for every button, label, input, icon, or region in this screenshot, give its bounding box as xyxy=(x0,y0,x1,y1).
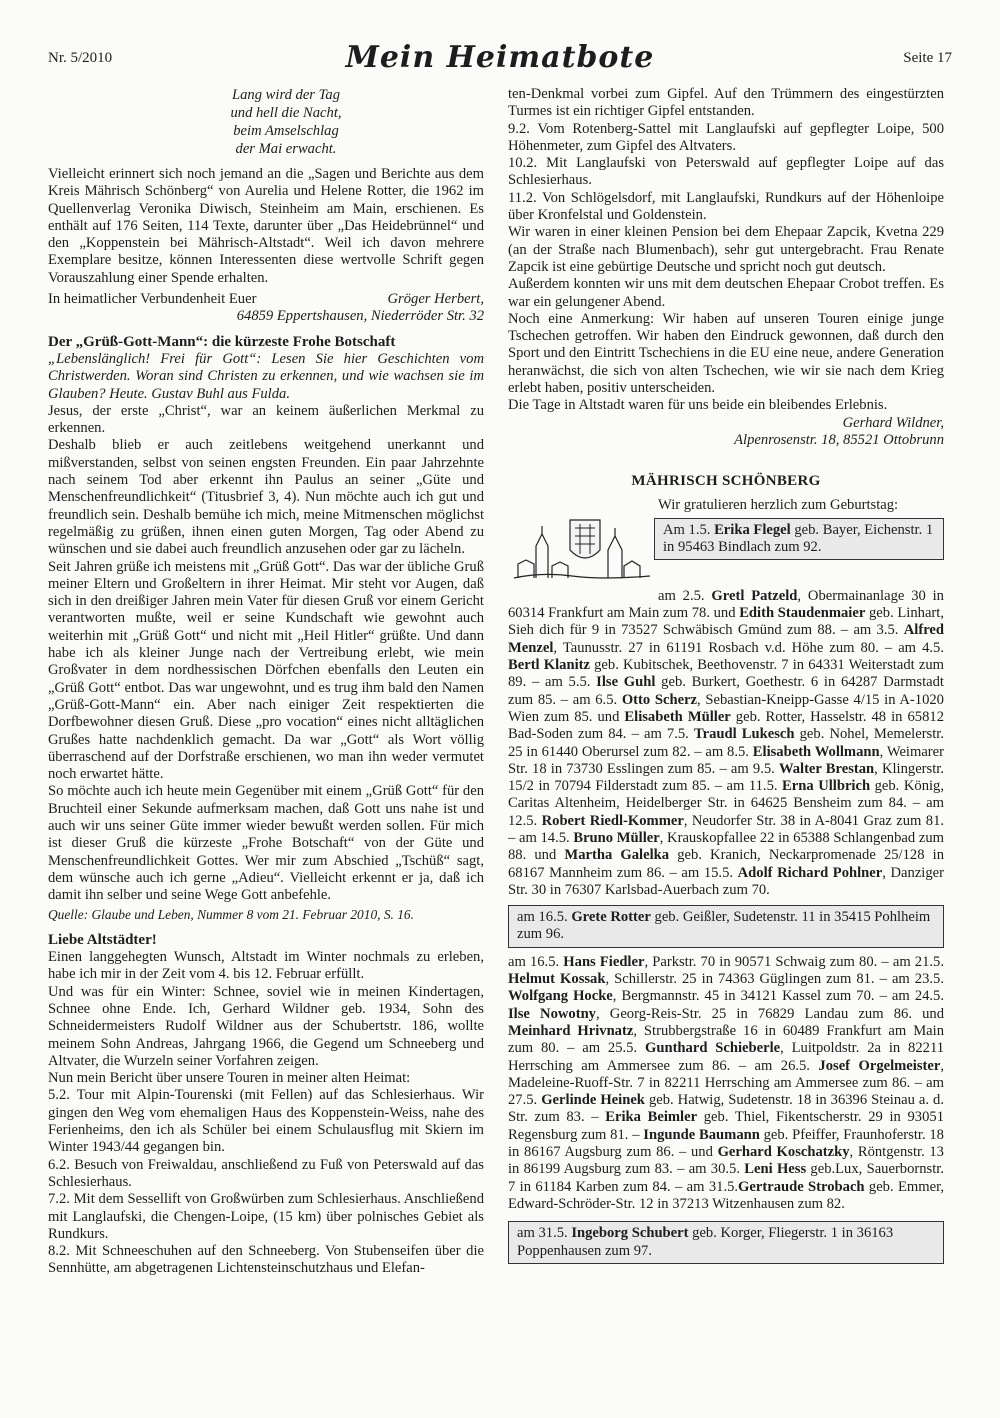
town-skyline-icon xyxy=(512,516,652,586)
paragraph: Noch eine Anmerkung: Wir haben auf unseren Touren einige junge Tschechen getroffen. Wir haben den Eindruck gewonnen, daß durch den Sport und den Eintritt Tschechiens in die EU eine neue, andere Generation heranwächst, die sich von alten Tschechen, wie wir sie nach dem Krieg erlebt haben, positiv unterscheiden. xyxy=(508,310,944,397)
signature-name: Gröger Herbert, xyxy=(387,291,484,308)
poem-line: Lang wird der Tag xyxy=(232,87,340,103)
masthead-logo: Mein Heimatbote xyxy=(345,40,655,75)
paragraph: Einen langgehegten Wunsch, Altstadt im Winter nochmals zu erleben, habe ich mir in der Zeit vom 4. bis 12. Februar erfüllt. xyxy=(48,949,484,983)
paragraph: Außerdem konnten wir uns mit dem deutschen Ehepaar Crobot treffen. Es war ein gelungener Abend. xyxy=(508,276,944,310)
article-heading: Der „Grüß-Gott-Mann“: die kürzeste Frohe Botschaft xyxy=(48,333,396,350)
issue-number: Nr. 5/2010 xyxy=(48,50,113,66)
paragraph: 11.2. Von Schlögelsdorf, mit Langlaufski, Rundkurs auf der Höhenloipe über Kronfelstal und Goldenstein. xyxy=(508,189,944,224)
paragraph: 6.2. Besuch von Freiwaldau, anschließend zu Fuß von Peterswald auf das Schlesierhaus. xyxy=(48,1156,484,1190)
signature-block xyxy=(48,291,484,326)
paragraph: 10.2. Mit Langlaufski von Peterswald auf gepflegter Loipe auf das Schlesierhaus. xyxy=(508,155,944,189)
poem-line: und hell die Nacht, xyxy=(230,105,342,121)
paragraph: Wir waren in einer kleinen Pension bei dem Ehepaar Zapcik, Kvetna 229 (an der Straße nach Blumenbach), sehr gut untergebracht. Frau Renate Zapcik ist eine gebürtige Deutsche und spricht noch gut deutsch. xyxy=(508,224,944,275)
birthday-box: am 16.5. Grete Rotter geb. Geißler, Sudetenstr. 11 in 35415 Pohlheim zum 96. xyxy=(508,905,944,948)
article-heading: Liebe Altstädter! xyxy=(48,931,157,948)
paragraph: Die Tage in Altstadt waren für uns beide ein bleibendes Erlebnis. xyxy=(508,397,888,414)
greeting-line: Wir gratulieren herzlich zum Geburtstag: xyxy=(658,496,899,513)
birthday-list: am 2.5. Gretl Patzeld, Obermainanlage 30 in 60314 Frankfurt am Main zum 78. und Edith Staudenmaier geb. Linhart, Sieh dich für 9 in 73527 Schwäbisch Gmünd zum 88. – am 3.5. Alfred Menzel, Taunusstr. 27 in 61191 Rosbach v.d. Höhe zum 80. – am 4.5. Bertl Klanitz geb. Kubitschek, Beethovenstr. 7 in 64331 Weiterstadt zum 89. – am 5.5. Ilse Guhl geb. Burkert, Goethestr. 6 in 64287 Darmstadt zum 85. – am 6.5. Otto Scherz, Sebastian-Kneipp-Gasse 4/15 in A-1020 Wien zum 85. und Elisabeth Müller geb. Rotter, Hasselstr. 48 in 65812 Bad-Soden zum 84. – am 7.5. Traudl Lukesch geb. Nohel, Memelerstr. 25 in 61440 Oberursel zum 82. – am 8.5. Elisabeth Wollmann, Weimarer Str. 18 in 73730 Esslingen zum 85. – am 9.5. Walter Brestan, Klingerstr. 15/2 in 70794 Filderstadt zum 85. – am 11.5. Erna Ullbrich geb. König, Caritas Altenheim, Heidelberger Str. in 64625 Bensheim zum 84. – am 12.5. Robert Riedl-Kommer, Neudorfer Str. 38 in A-8041 Graz zum 81. – am 14.5. Bruno Müller, Krauskopfallee 22 in 65388 Schlangenbad zum 88. und Martha Galelka geb. Kranich, Neckarpromenade 25/128 in 68167 Mannheim zum 86. – am 15.5. Adolf Richard Pohlner, Danziger Str. 30 in 76307 Karlsbad-Auerbach zum 70. xyxy=(508,587,945,898)
source-citation: Quelle: Glaube und Leben, Nummer 8 vom 21. Februar 2010, S. 16. xyxy=(48,907,414,923)
birthday-box: Am 1.5. Erika Flegel geb. Bayer, Eichenstr. 1 in 95463 Bindlach zum 92. xyxy=(654,518,944,561)
paragraph: Vielleicht erinnert sich noch jemand an die „Sagen und Berichte aus dem Kreis Mährisch Schönberg“ von Aurelia und Helene Rotter, die 1962 im Quellenverlag Veronika Diwisch, Steinheim am Main, erschienen. Es enthält auf 176 Seiten, 114 Texte, darunter über „Das Heidebrünnel“ und den „Koppenstein bei Mährisch-Altstadt“. Weil ich davon mehrere Exemplare besitze, können Interessenten diese wertvolle Schrift gegen Vorauszahlung einer Spende erhalten. xyxy=(48,166,484,286)
paragraph: 8.2. Mit Schneeschuhen auf den Schneeberg. Von Stubenseifen über die Sennhütte, am abgetragenen Lichtensteinschutzhaus und Elefan- xyxy=(48,1243,484,1277)
paragraph: ten-Denkmal vorbei zum Gipfel. Auf den Trümmern des eingestürzten Turmes ist ein richtiger Gipfel entstanden. xyxy=(508,86,944,120)
right-column xyxy=(508,86,944,1264)
signature-name: Gerhard Wildner, xyxy=(842,414,944,431)
page-header xyxy=(48,40,952,80)
birthday-intro xyxy=(508,516,944,588)
paragraph: 5.2. Tour mit Alpin-Tourenski (mit Fellen) auf das Schlesierhaus. Wir gingen den Weg vom ehemaligen Haus des Koppenstein-Weiss, nahe des Ferienheims, den ich als Schüler bei einem Schulausflug mit Skiern im Winter 1943/44 gegangen bin. xyxy=(48,1087,484,1156)
paragraph: 9.2. Vom Rotenberg-Sattel mit Langlaufski auf gepflegter Loipe, 500 Höhenmeter, zum Gipfel des Altvaters. xyxy=(508,120,944,154)
paragraph: Deshalb blieb er auch zeitlebens weitgehend unerkannt und mißverstanden, selbst von seinen engsten Freunden. Ein paar Jahrzehnte nach seinem Tod aber erkennt ihn Paulus an seiner „Güte und Menschenfreundlichkeit“ (Titusbrief 3, 4). Nun möchte auch ich gut und freundlich sein. Deshalb bemühe ich mich, meine Mitmenschen möglichst regelmäßig zu grüßen, ihnen einen guten Morgen, Tag oder Abend zu wünschen und sie dabei auch freundlich anzusehen oder gar zu lächeln. xyxy=(48,437,484,558)
paragraph: So möchte auch ich heute mein Gegenüber mit einem „Grüß Gott“ für den Bruchteil einer Sekunde aufmerksam machen, daß Gott uns nahe ist und auch wir uns seiner Güte immer wieder bewußt werden sollen. Für mich ist dieser Gruß die kürzeste „Frohe Botschaft“ von der Güte und Menschenfreundlichkeit Gottes. Wer mir zum Abschied „Tschüß“ sagt, dem wünsche auch ich gerne „Adieu“. Vielleicht erkennt er ja, daß ich damit ihn selber und seine Wege Gott anbefehle. xyxy=(48,783,484,904)
poem-line: der Mai erwacht. xyxy=(235,141,337,157)
birthday-list: am 16.5. Hans Fiedler, Parkstr. 70 in 90571 Schwaig zum 80. – am 21.5. Helmut Kossak, Schillerstr. 25 in 74363 Güglingen zum 81. – am 23.5. Wolfgang Hocke, Bergmannstr. 45 in 34121 Kassel zum 70. – am 24.5. Ilse Nowotny, Georg-Reis-Str. 25 in 76829 Landau zum 86. und Meinhard Hrivnatz, Strubbergstraße 16 in 60489 Frankfurt am Main zum 80. – am 25.5. Gunthard Schieberle, Luitpoldstr. 2a in 82211 Herrsching am Ammersee zum 86. – am 26.5. Josef Orgelmeister, Madeleine-Ruoff-Str. 7 in 82211 Herrsching am Ammersee zum 86. – am 27.5. Gerlinde Heinek geb. Hatwig, Sudetenstr. 18 in 36396 Steinau a. d. Str. zum 83. – Erika Beimler geb. Thiel, Fikentscherstr. 29 in 93051 Regensburg zum 81. – Ingunde Baumann geb. Pfeiffer, Fraunhoferstr. 18 in 86167 Augsburg zum 86. – und Gerhard Koschatzky, Röntgenstr. 13 in 86199 Augsburg zum 83. – am 30.5. Leni Hess geb.Lux, Sauerbornstr. 7 in 61184 Karben zum 84. – am 31.5.Gertraude Strobach geb. Emmer, Edward-Schröder-Str. 12 in 37213 Witzenhausen zum 82. xyxy=(508,953,945,1212)
signature-address: 64859 Eppertshausen, Niederröder Str. 32 xyxy=(236,308,484,325)
paragraph: Jesus, der erste „Christ“, war an keinem äußerlichen Merkmal zu erkennen. xyxy=(48,402,484,437)
left-column xyxy=(48,86,484,1278)
paragraph: 7.2. Mit dem Sessellift von Großwürben zum Schlesierhaus. Anschließend mit Langlaufski, die Chengen-Loipe, (15 km) über polnisches Gebiet als Rundkurs. xyxy=(48,1191,484,1242)
paragraph: Nun mein Bericht über unsere Touren in meiner alten Heimat: xyxy=(48,1070,411,1087)
birthday-box: am 31.5. Ingeborg Schubert geb. Korger, Fliegerstr. 1 in 36163 Poppenhausen zum 97. xyxy=(508,1221,944,1264)
paragraph: Seit Jahren grüße ich meistens mit „Grüß Gott“. Das war der übliche Gruß meiner Eltern und Großeltern in ihrer Heimat. Mir steht vor Augen, daß sich in den dreißiger Jahren mein Vater für diesen Gruß vor einem Gericht verantworten mußte, weil er seine Kundschaft wie gewohnt auch weiterhin mit „Grüß Gott“ und nicht mit „Heil Hitler“ grüßte. Und dann habe ich als kleiner Junge nach der Vertreibung erlebt, wie mein Großvater in dem nordhessischen Dörfchen ebenfalls den Leuten ein „Grüß Gott“ entbot. Das war ungewohnt, und es trug ihm bald den Namen „Grüß-Gott-Mann“ ein. Aber nach einiger Zeit respektierten die Dorfbewohner diesen Gruß. Diese „pro vocation“ eines nicht alltäglichen Grußes hatte nachdenklich gemacht. Da war „Gott“ als Wort völlig überraschend auf der Dorfstraße erschienen, wo man ihn weder vermutet noch erwartet hätte. xyxy=(48,558,484,783)
signature-address: Alpenrosenstr. 18, 85521 Ottobrunn xyxy=(734,431,944,448)
poem-line: beim Amselschlag xyxy=(233,123,339,139)
paragraph: Und was für ein Winter: Schnee, soviel wie in meinen Kindertagen, Schnee ohne Ende. Ich, Gerhard Wildner geb. 1934, Sohn des Schneidermeisters Rudolf Wildner aus der Schubertstr. 186, wollte meinem Sohn Andreas, Jahrgang 1966, die Gegend um Schneeberg und Altvater, die Wurzeln seiner Vorfahren zeigen. xyxy=(48,983,484,1069)
poem xyxy=(88,86,484,158)
page-number: Seite 17 xyxy=(903,50,952,66)
section-title: MÄHRISCH SCHÖNBERG xyxy=(631,473,821,490)
signature-greeting: In heimatlicher Verbundenheit Euer xyxy=(48,291,257,308)
article-intro: „Lebenslänglich! Frei für Gott“: Lesen Sie hier Geschichten vom Christwerden. Woran sind Christen zu erkennen, und wie wachsen sie im Glauben? Heute. Gustav Buhl aus Fulda. xyxy=(48,350,484,402)
